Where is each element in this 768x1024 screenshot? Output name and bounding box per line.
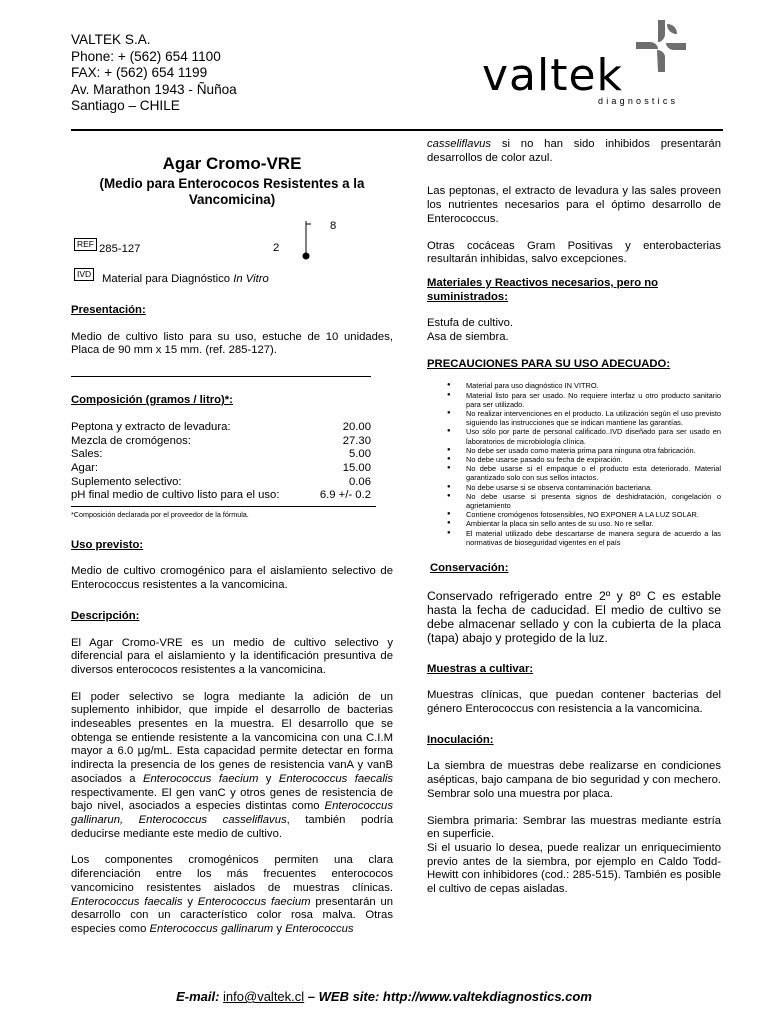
temperature-limit-icon	[297, 220, 319, 262]
valtek-logo	[480, 20, 710, 110]
company-fax: FAX: + (562) 654 1199	[71, 65, 208, 80]
list-item: ● No debe usarse si el empaque o el producto esta deteriorado. Material garantizado solo con sus sellos intactos.	[447, 464, 721, 482]
uso-heading: Uso previsto:	[71, 538, 144, 551]
table-row: Agar: 15.00	[71, 461, 371, 474]
composicion-footnote: *Composición declarada por el proveedor de la fórmula.	[71, 510, 249, 520]
list-item: ● No debe ser usado como materia prima para ninguna otra fabricación.	[447, 446, 721, 455]
composicion-table	[71, 421, 393, 503]
descripcion-continued: casseliflavus si no han sido inhibidos presentarán desarrollos de color azul.	[427, 138, 721, 164]
footer-email-label: E-mail:	[176, 989, 224, 1004]
table-row: Peptona y extracto de levadura: 20.00	[71, 420, 371, 433]
list-item: Asa de siembra.	[427, 331, 509, 344]
section-divider	[71, 376, 371, 377]
ivd-text: Material para Diagnóstico In Vitro	[102, 273, 269, 285]
descripcion-text-1: El Agar Cromo-VRE es un medio de cultivo selectivo y diferencial para el aislamiento y la identificación presuntiva de diversos enterococos resistentes a la vancomicina.	[71, 636, 393, 676]
temp-high: 8	[330, 220, 337, 232]
product-subtitle: (Medio para Enterococos Resistentes a la Vancomicina)	[99, 176, 365, 207]
list-item: ● Uso sólo por parte de personal calificado..IVD diseñado para ser usado en laboratorios de microbiología clínica.	[447, 427, 721, 445]
presentacion-text: Medio de cultivo listo para su uso, estuche de 10 unidades, Placa de 90 mm x 15 mm. (ref. 285-127).	[71, 330, 393, 357]
product-title: Agar Cromo-VRE	[162, 154, 302, 173]
ref-number: 285-127	[99, 243, 141, 255]
list-item: ● No debe usarse pasado su fecha de expiración.	[447, 455, 721, 464]
header-divider	[71, 129, 723, 131]
footer-email-link[interactable]: info@valtek.cl	[223, 989, 305, 1004]
list-item: ● Contiene cromógenos fotosensibles, NO EXPONER A LA LUZ SOLAR.	[447, 510, 721, 519]
descripcion-heading: Descripción:	[71, 609, 140, 622]
ref-symbol: REF	[74, 238, 97, 251]
list-item: ● El material utilizado debe descartarse de manera segura de acuerdo a las normativas de bioseguridad vigentes en el país	[447, 529, 721, 547]
otras-text: Otras cocáceas Gram Positivas y enterobacterias resultarán inhibidas, salvo excepciones.	[427, 239, 721, 266]
section-divider	[71, 506, 376, 507]
precauciones-heading: PRECAUCIONES PARA SU USO ADECUADO:	[427, 357, 671, 370]
footer-web: – WEB site: http://www.valtekdiagnostics.com	[304, 989, 592, 1004]
inoculacion-heading: Inoculación:	[427, 733, 494, 746]
right-column	[427, 138, 721, 897]
inoculacion-text-1: La siembra de muestras debe realizarse en condiciones asépticas, bajo campana de bio seguridad y con mechero. Sembrar solo una muestra por placa.	[427, 760, 721, 800]
temp-low: 2	[273, 242, 280, 254]
inoculacion-text-2: Siembra primaria: Sembrar las muestras mediante estría en superficie. Si el usuario lo desea, puede realizar un enriquecimiento previo antes de la siembra, por ejemplo en Caldo Todd-Hewitt con inhibidores (cod.: 285-515). También es posible el cultivo de cepas aisladas.	[427, 814, 721, 896]
ivd-row	[71, 265, 393, 287]
list-item: ● Material para uso diagnóstico IN VITRO.	[447, 381, 721, 390]
composicion-heading: Composición (gramos / litro)*:	[71, 394, 233, 407]
conservacion-text: Conservado refrigerado entre 2º y 8º C es estable hasta la fecha de caducidad. El medio de cultivo se debe almacenar sellado y con la cubierta de la placa (tapa) abajo y protegido de la luz.	[427, 588, 721, 646]
company-city: Santiago – CHILE	[71, 98, 180, 113]
list-item: ● No debe usarse si presenta signos de deshidratación, congelación o agrietamiento	[447, 492, 721, 510]
list-item: ● Ambientar la placa sin sello antes de su uso. No re sellar.	[447, 519, 721, 528]
left-column	[71, 138, 393, 937]
company-name: VALTEK S.A.	[71, 32, 151, 47]
footer-contact	[0, 989, 768, 1004]
table-row: Suplemento selectivo: 0.06	[71, 475, 371, 488]
conservacion-heading: Conservación:	[430, 562, 509, 575]
company-phone: Phone: + (562) 654 1100	[71, 48, 221, 64]
presentacion-heading: Presentación:	[71, 304, 146, 316]
descripcion-text-2: El poder selectivo se logra mediante la adición de un suplemento inhibidor, que impide el desarrollo de bacterias indeseables presentes en la muestra. El desarrollo que se obtenga se entiende resistente a la vancomicina con una C.I.M mayor a 6.0 µg/mL. Esta capacidad permite detectar en forma indirecta la presencia de los genes de resistencia vanA y vanB asociados a Enterococcus faecium y Enterococcus faecalis respectivamente. El gen vanC y otros genes de resistencia de bajo nivel, asociados a especies distintas como Enterococcus gallinarun, Enterococcus casseliflavus, también podría deducirse mediante este medio de cultivo.	[71, 690, 393, 840]
peptonas-text: Las peptonas, el extracto de levadura y las sales proveen los nutrientes necesarios para el óptimo desarrollo de Enterococcus.	[427, 185, 721, 225]
table-row: Sales: 5.00	[71, 448, 371, 461]
logo-tagline: diagnostics	[598, 96, 679, 106]
muestras-text: Muestras clínicas, que puedan contener bacterias del género Enterococcus con resistencia a la vancomicina.	[427, 689, 721, 716]
descripcion-text-3: Los componentes cromogénicos permiten una clara diferenciación entre los más frecuentes enterococos vancomicino resistentes aislados de muestras clínicas. Enterococcus faecalis y Enterococcus faecium presentarán un desarrollo con un característico color rosa malva. Otras especies como Enterococcus gallinarum y Enterococcus	[71, 854, 394, 935]
ivd-symbol: IVD	[74, 268, 94, 281]
ref-row	[71, 216, 393, 264]
uso-text: Medio de cultivo cromogénico para el aislamiento selectivo de Enterococcus resistentes a la vancomicina.	[71, 565, 393, 592]
precauciones-list	[447, 381, 721, 547]
list-item: ● No realizar intervenciones en el producto. La utilización según el uso previsto siguiendo las instrucciones que se indican mantiene las garantías.	[447, 409, 721, 427]
valtek-logo-icon	[636, 20, 686, 72]
muestras-heading: Muestras a cultivar:	[427, 662, 534, 675]
materiales-heading: Materiales y Reactivos necesarios, pero no suministrados:	[427, 276, 659, 303]
company-address-block	[71, 32, 237, 115]
table-row: Mezcla de cromógenos: 27.30	[71, 434, 371, 447]
company-street: Av. Marathon 1943 - Ñuñoa	[71, 81, 237, 97]
materiales-list	[427, 317, 721, 344]
list-item: ● No debe usarse si se observa contaminación bacteriana.	[447, 483, 721, 492]
logo-wordmark: valtek	[482, 50, 624, 101]
table-row: pH final medio de cultivo listo para el uso: 6.9 +/- 0.2	[71, 489, 371, 502]
list-item: ● Material listo para ser usado. No requiere interfaz u otro producto sanitario para ser utilizado.	[447, 391, 721, 409]
list-item: Estufa de cultivo.	[427, 317, 514, 330]
